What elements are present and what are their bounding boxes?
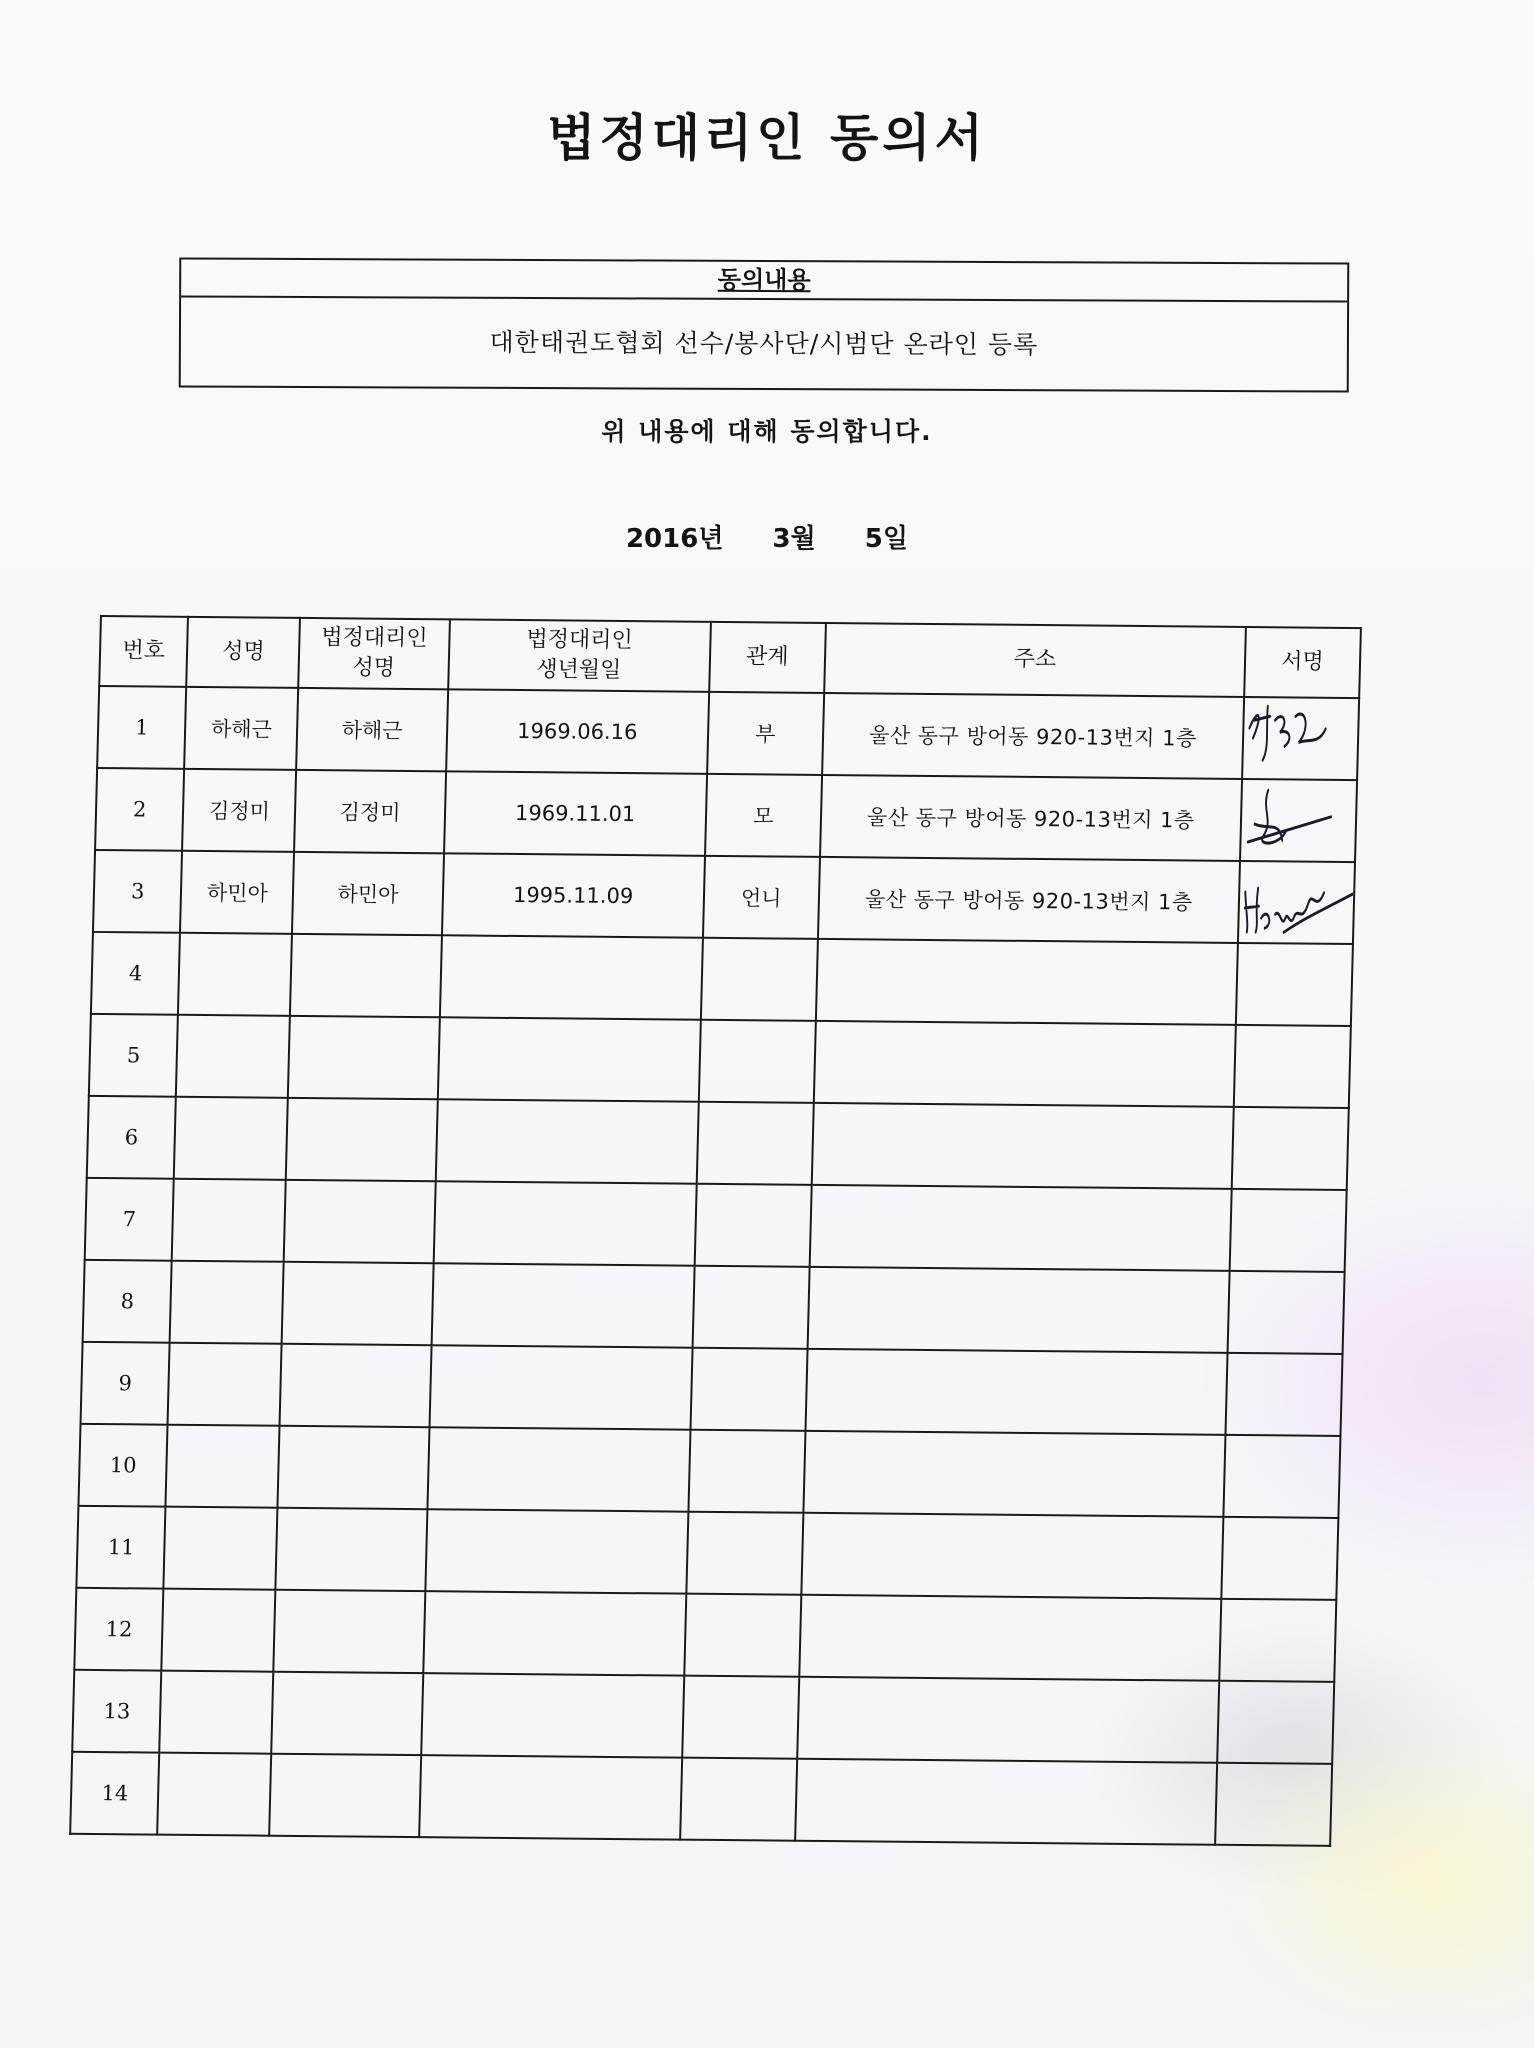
row-relation — [688, 1430, 805, 1513]
table-row — [97, 686, 1359, 780]
row-signature — [1221, 1517, 1338, 1600]
row-guardian-birth — [433, 1181, 696, 1265]
row-number: 4 — [91, 932, 180, 1015]
table-row — [93, 850, 1355, 944]
row-guardian-birth: 1995.11.09 — [442, 853, 705, 937]
row-guardian-name — [269, 1754, 420, 1837]
handwritten-signature-icon — [1243, 698, 1353, 779]
row-address — [816, 939, 1238, 1025]
row-relation: 모 — [705, 774, 822, 857]
row-address — [807, 1267, 1229, 1353]
row-signature — [1240, 779, 1357, 862]
row-number: 9 — [81, 1342, 170, 1425]
row-address: 울산 동구 방어동 920-13번지 1층 — [822, 693, 1244, 779]
row-guardian-name — [290, 934, 441, 1017]
row-signature — [1215, 1763, 1332, 1846]
row-signature — [1236, 943, 1353, 1026]
row-guardian-birth — [431, 1263, 694, 1347]
row-guardian-birth — [425, 1509, 688, 1593]
table-row — [78, 1424, 1340, 1518]
header-guardian-name — [299, 618, 450, 689]
row-guardian-birth — [439, 935, 702, 1019]
row-address: 울산 동구 방어동 920-13번지 1층 — [820, 775, 1242, 861]
row-signature — [1234, 1025, 1351, 1108]
date-year: 2016년 — [625, 524, 724, 554]
date-day: 5일 — [864, 524, 909, 554]
table-header-row — [99, 616, 1361, 698]
row-number: 2 — [95, 768, 184, 851]
row-relation — [686, 1512, 803, 1595]
row-number: 10 — [78, 1424, 167, 1507]
header-no: 번호 — [99, 616, 188, 687]
table-row — [85, 1178, 1347, 1272]
row-guardian-name — [276, 1508, 427, 1591]
row-guardian-birth — [421, 1673, 684, 1757]
row-relation: 부 — [707, 692, 824, 775]
row-address — [805, 1349, 1227, 1435]
row-guardian-birth — [437, 1017, 700, 1101]
row-signature — [1227, 1271, 1344, 1354]
header-signature: 서명 — [1244, 627, 1361, 698]
document-title: 법정대리인 동의서 — [547, 109, 987, 167]
row-address — [803, 1431, 1225, 1517]
row-name — [168, 1343, 282, 1426]
table-row — [91, 932, 1353, 1026]
row-guardian-name — [272, 1672, 423, 1755]
table-row — [81, 1342, 1343, 1436]
header-guardian-birth — [448, 619, 711, 691]
row-guardian-name: 하민아 — [292, 852, 443, 935]
table-row — [74, 1588, 1336, 1682]
row-name — [158, 1753, 272, 1836]
row-guardian-name: 김정미 — [294, 770, 445, 853]
row-number: 13 — [72, 1670, 161, 1753]
row-signature — [1223, 1435, 1340, 1518]
row-address — [812, 1103, 1234, 1189]
row-number: 1 — [97, 686, 186, 769]
handwritten-signature-icon — [1241, 780, 1351, 861]
row-address — [809, 1185, 1231, 1271]
row-address: 울산 동구 방어동 920-13번지 1층 — [818, 857, 1240, 943]
row-relation — [701, 938, 818, 1021]
header-name: 성명 — [187, 617, 301, 688]
row-name — [164, 1507, 278, 1590]
row-number: 7 — [85, 1178, 174, 1261]
row-address — [799, 1595, 1221, 1681]
row-guardian-name — [288, 1016, 439, 1099]
row-number: 12 — [74, 1588, 163, 1671]
header-address: 주소 — [824, 623, 1246, 697]
row-name: 김정미 — [182, 769, 296, 852]
row-relation — [682, 1676, 799, 1759]
row-name — [174, 1097, 288, 1180]
consent-header — [181, 259, 1347, 302]
row-relation: 언니 — [703, 856, 820, 939]
row-number: 8 — [83, 1260, 172, 1343]
row-number: 3 — [93, 850, 182, 933]
table-row — [76, 1506, 1338, 1600]
table-row — [83, 1260, 1345, 1354]
document-date — [0, 518, 1534, 555]
row-signature — [1242, 697, 1359, 780]
row-guardian-name — [286, 1098, 437, 1181]
row-signature — [1232, 1107, 1349, 1190]
row-name — [162, 1589, 276, 1672]
row-guardian-birth — [435, 1099, 698, 1183]
table-row — [89, 1014, 1351, 1108]
row-relation — [694, 1184, 811, 1267]
row-address — [801, 1513, 1223, 1599]
row-guardian-name — [282, 1262, 433, 1345]
row-signature — [1217, 1681, 1334, 1764]
row-relation — [690, 1348, 807, 1431]
consent-box — [179, 257, 1350, 392]
row-name — [176, 1015, 290, 1098]
table-row — [70, 1752, 1332, 1846]
row-name — [172, 1179, 286, 1262]
row-relation — [680, 1758, 797, 1841]
consent-content: 대한태권도협회 선수/봉사단/시범단 온라인 등록 — [489, 327, 1039, 360]
row-signature — [1225, 1353, 1342, 1436]
row-guardian-name — [280, 1344, 431, 1427]
row-guardian-birth — [429, 1345, 692, 1429]
roster-body — [70, 686, 1359, 1846]
header-relation: 관계 — [709, 622, 826, 693]
table-row — [95, 768, 1357, 862]
row-name — [178, 933, 292, 1016]
row-guardian-birth — [423, 1591, 686, 1675]
header-guardian-name-line2: 성명 — [352, 655, 396, 681]
row-name — [170, 1261, 284, 1344]
row-address — [814, 1021, 1236, 1107]
consent-header-label: 동의내용 — [717, 265, 811, 295]
row-guardian-birth: 1969.11.01 — [444, 771, 707, 855]
row-address — [797, 1677, 1219, 1763]
row-name — [160, 1671, 274, 1754]
row-signature — [1219, 1599, 1336, 1682]
table-row — [87, 1096, 1349, 1190]
date-month: 3월 — [772, 524, 816, 554]
row-name: 하민아 — [180, 851, 294, 934]
row-number: 5 — [89, 1014, 178, 1097]
row-relation — [684, 1594, 801, 1677]
header-guardian-birth-line2: 생년월일 — [536, 657, 622, 684]
table-row — [72, 1670, 1334, 1764]
row-guardian-name — [284, 1180, 435, 1263]
row-guardian-birth — [419, 1755, 682, 1839]
row-number: 6 — [87, 1096, 176, 1179]
row-guardian-birth — [427, 1427, 690, 1511]
roster-table — [69, 615, 1362, 1847]
row-relation — [692, 1266, 809, 1349]
row-name: 하해근 — [185, 687, 299, 770]
row-guardian-birth: 1969.06.16 — [446, 689, 709, 773]
roster-table-wrap — [69, 615, 1362, 1847]
header-guardian-birth-line1: 법정대리인 — [526, 627, 634, 654]
row-signature — [1238, 861, 1355, 944]
header-guardian-name-line1: 법정대리인 — [320, 625, 428, 652]
handwritten-signature-icon — [1239, 862, 1349, 943]
row-relation — [696, 1102, 813, 1185]
row-number: 11 — [76, 1506, 165, 1589]
row-guardian-name: 하해근 — [296, 688, 447, 771]
row-signature — [1229, 1189, 1346, 1272]
row-name — [166, 1425, 280, 1508]
row-relation — [699, 1020, 816, 1103]
row-guardian-name — [274, 1590, 425, 1673]
row-number: 14 — [70, 1752, 159, 1835]
agreement-statement: 위 내용에 대해 동의합니다. — [601, 417, 933, 446]
row-guardian-name — [278, 1426, 429, 1509]
row-address — [795, 1759, 1217, 1845]
